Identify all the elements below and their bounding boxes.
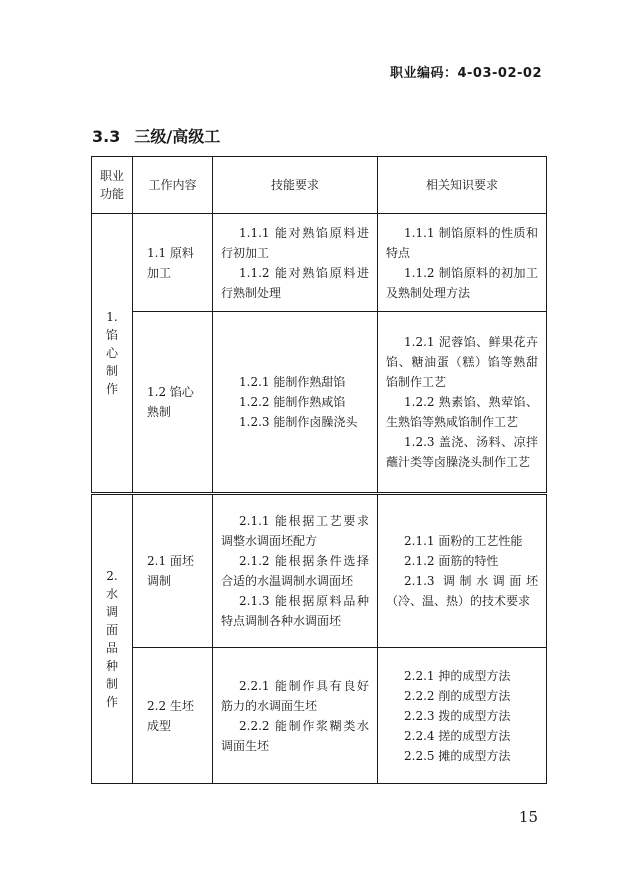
knowledge-cell xyxy=(378,312,547,494)
skill-item: 1.2.1 能制作熟甜馅 xyxy=(239,375,346,389)
knowledge-item: 2.1.1 面粉的工艺性能 xyxy=(404,534,523,548)
knowledge-item: 1.2.3 盖浇、汤料、凉拌蘸汁类等卤臊浇头制作工艺 xyxy=(386,435,538,469)
table-row xyxy=(92,648,547,784)
content-cell: 1.1 原料加工 xyxy=(133,214,213,312)
content-cell: 2.2 生坯成型 xyxy=(133,648,213,784)
page-number: 15 xyxy=(518,808,538,826)
skill-cell xyxy=(213,648,378,784)
skill-cell xyxy=(213,214,378,312)
knowledge-item: 1.2.1 泥蓉馅、鲜果花卉馅、糖油蛋（糕）馅等熟甜馅制作工艺 xyxy=(386,335,538,389)
skills-table xyxy=(91,156,547,784)
skill-item: 1.1.2 能对熟馅原料进行熟制处理 xyxy=(221,265,369,300)
skill-item: 2.2.2 能制作浆糊类水调面生坯 xyxy=(221,718,369,753)
knowledge-item: 2.1.3 调制水调面坯（冷、温、热）的技术要求 xyxy=(386,574,538,608)
table-row xyxy=(92,214,547,312)
section-title: 三级/高级工 xyxy=(134,127,221,146)
knowledge-cell xyxy=(378,494,547,648)
skill-item: 1.1.1 能对熟馅原料进行初加工 xyxy=(221,225,369,260)
knowledge-cell xyxy=(378,648,547,784)
header-skill: 技能要求 xyxy=(213,157,378,214)
knowledge-item: 2.2.1 抻的成型方法 xyxy=(404,668,511,683)
section-number: 3.3 xyxy=(92,127,121,146)
knowledge-cell xyxy=(378,214,547,312)
skill-item: 2.1.3 能根据原料品种特点调制各种水调面坯 xyxy=(221,594,369,628)
section-heading xyxy=(92,124,220,147)
table-header-row xyxy=(92,157,547,214)
skill-item: 2.2.1 能制作具有良好筋力的水调面生坯 xyxy=(221,678,369,713)
skill-cell xyxy=(213,494,378,648)
function-cell: 1.馅心制作 xyxy=(92,214,133,494)
table-row xyxy=(92,312,547,494)
knowledge-item: 1.1.1 制馅原料的性质和特点 xyxy=(386,225,538,260)
knowledge-item: 2.2.3 拨的成型方法 xyxy=(404,708,511,723)
skill-item: 2.1.1 能根据工艺要求调整水调面坯配方 xyxy=(221,514,369,548)
header-content: 工作内容 xyxy=(133,157,213,214)
header-function: 职业功能 xyxy=(92,157,133,214)
knowledge-item: 2.1.2 面筋的特性 xyxy=(404,554,499,568)
content-cell: 1.2 馅心熟制 xyxy=(133,312,213,494)
skill-cell xyxy=(213,312,378,494)
knowledge-item: 2.2.2 削的成型方法 xyxy=(404,688,511,703)
header-knowledge: 相关知识要求 xyxy=(378,157,547,214)
function-cell: 2.水调面品种制作 xyxy=(92,494,133,784)
table-row xyxy=(92,494,547,648)
knowledge-item: 1.1.2 制馅原料的初加工及熟制处理方法 xyxy=(386,265,538,300)
skill-item: 2.1.2 能根据条件选择合适的水温调制水调面坯 xyxy=(221,554,369,588)
skill-item: 1.2.3 能制作卤臊浇头 xyxy=(239,415,358,429)
knowledge-item: 2.2.5 摊的成型方法 xyxy=(404,748,511,763)
occupation-code: 职业编码：4-03-02-02 xyxy=(389,66,542,81)
knowledge-item: 2.2.4 搓的成型方法 xyxy=(404,728,511,743)
skill-item: 1.2.2 能制作熟咸馅 xyxy=(239,395,346,409)
content-cell: 2.1 面坯调制 xyxy=(133,494,213,648)
knowledge-item: 1.2.2 熟素馅、熟荤馅、生熟馅等熟咸馅制作工艺 xyxy=(386,395,538,429)
